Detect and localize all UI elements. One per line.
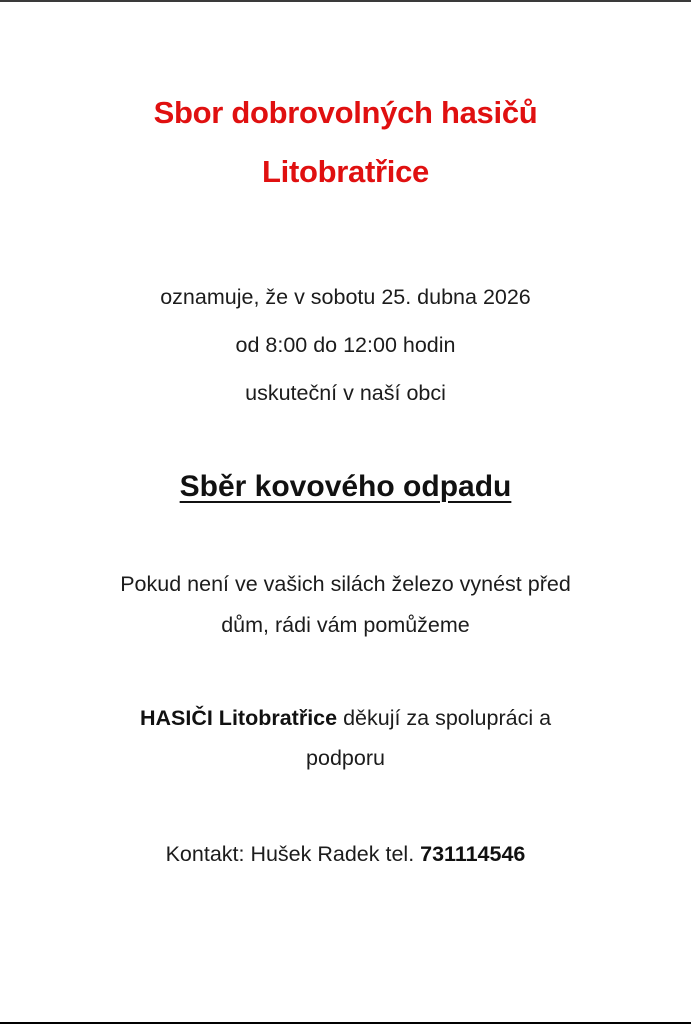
help-line-2: dům, rádi vám pomůžeme	[221, 613, 470, 637]
event-heading	[0, 470, 691, 504]
thanks-line-2: podporu	[306, 746, 385, 770]
event-heading-text: Sběr kovového odpadu	[179, 470, 512, 503]
title-line-2: Litobratřice	[262, 154, 429, 189]
thanks-line-1	[0, 706, 691, 731]
announcement-line-2: od 8:00 do 12:00 hodin	[235, 333, 456, 357]
top-border	[0, 0, 691, 2]
thanks-rest: děkují za spolupráci a	[337, 706, 552, 730]
contact-label: Kontakt: Hušek Radek tel.	[165, 842, 421, 866]
title-line-1: Sbor dobrovolných hasičů	[153, 95, 538, 130]
announcement-line-3: uskuteční v naší obci	[245, 381, 446, 405]
contact-phone: 731114546	[420, 842, 526, 866]
help-line-1: Pokud není ve vašich silách železo vynést před	[120, 572, 571, 596]
announcement-line-1: oznamuje, že v sobotu 25. dubna 2026	[160, 285, 531, 309]
thanks-bold: HASIČI Litobratřice	[139, 706, 338, 730]
contact-line	[0, 842, 691, 867]
